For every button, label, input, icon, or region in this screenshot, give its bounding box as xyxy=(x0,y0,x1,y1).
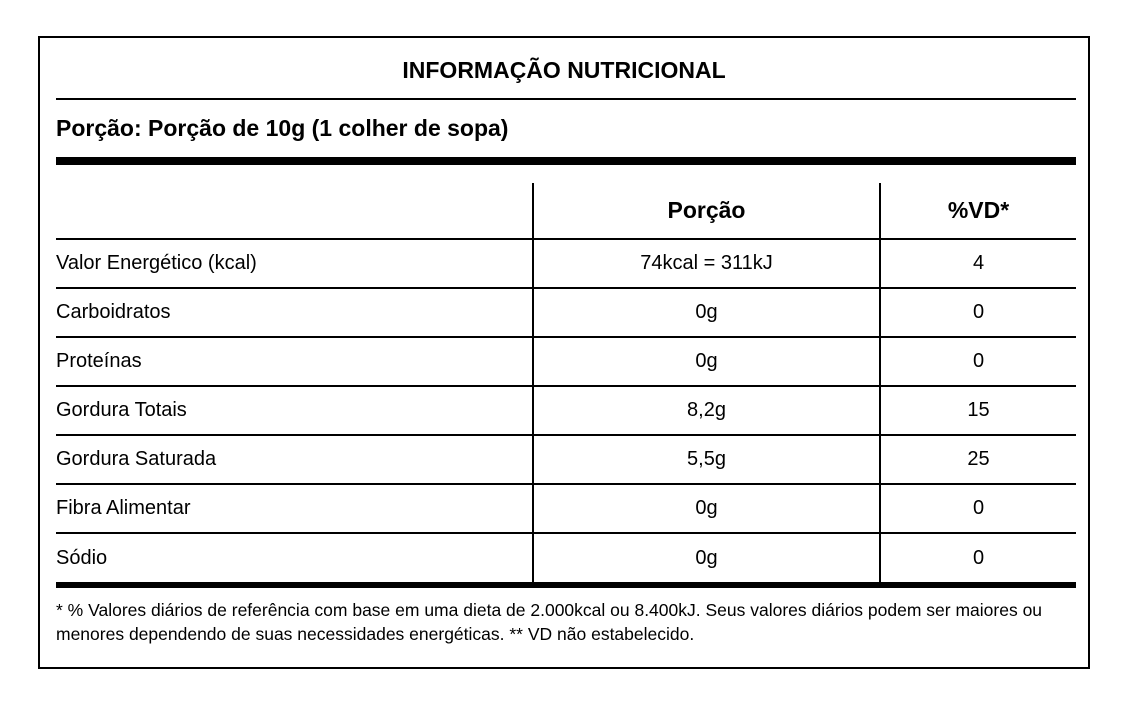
nutrient-dv: 0 xyxy=(879,534,1076,582)
header-dv: %VD* xyxy=(879,183,1076,238)
footnote: * % Valores diários de referência com base em uma dieta de 2.000kcal ou 8.400kJ. Seus valores diários podem ser maiores ou menores dependendo de suas necessidades energéticas. ** VD não estabelecido. xyxy=(56,600,1043,644)
table-row xyxy=(56,338,1076,387)
table-row xyxy=(56,240,1076,289)
nutrient-portion: 5,5g xyxy=(532,436,879,483)
serving-divider xyxy=(56,157,1076,165)
table-row xyxy=(56,387,1076,436)
nutrient-name: Proteínas xyxy=(56,350,142,372)
nutrient-portion: 0g xyxy=(532,338,879,385)
nutrient-name: Sódio xyxy=(56,546,108,569)
table-header-row xyxy=(56,183,1076,240)
header-portion: Porção xyxy=(532,183,879,238)
nutrient-dv: 0 xyxy=(879,289,1076,336)
nutrient-name: Gordura Totais xyxy=(56,399,187,421)
nutrient-dv: 15 xyxy=(879,387,1076,434)
nutrient-dv: 25 xyxy=(879,436,1076,483)
nutrient-dv: 4 xyxy=(879,240,1076,287)
nutrient-dv: 0 xyxy=(879,338,1076,385)
nutrition-table xyxy=(56,183,1076,582)
nutrient-portion: 8,2g xyxy=(532,387,879,434)
nutrient-portion: 0g xyxy=(532,534,879,582)
nutrient-portion: 0g xyxy=(532,485,879,532)
title-divider xyxy=(56,98,1076,100)
table-row xyxy=(56,289,1076,338)
nutrient-dv: 0 xyxy=(879,485,1076,532)
nutrient-portion: 74kcal = 311kJ xyxy=(532,240,879,287)
label-title: INFORMAÇÃO NUTRICIONAL xyxy=(402,57,726,83)
nutrient-name: Carboidratos xyxy=(56,301,171,323)
header-nutrient xyxy=(56,183,532,238)
table-row xyxy=(56,485,1076,534)
table-row xyxy=(56,534,1076,582)
nutrient-name: Fibra Alimentar xyxy=(56,497,191,519)
nutrition-facts-panel xyxy=(38,36,1090,669)
serving-size: Porção: Porção de 10g (1 colher de sopa) xyxy=(56,115,509,141)
table-row xyxy=(56,436,1076,485)
nutrient-name: Valor Energético (kcal) xyxy=(56,252,257,274)
footnote-divider xyxy=(56,582,1076,588)
nutrient-portion: 0g xyxy=(532,289,879,336)
nutrient-name: Gordura Saturada xyxy=(56,448,217,470)
